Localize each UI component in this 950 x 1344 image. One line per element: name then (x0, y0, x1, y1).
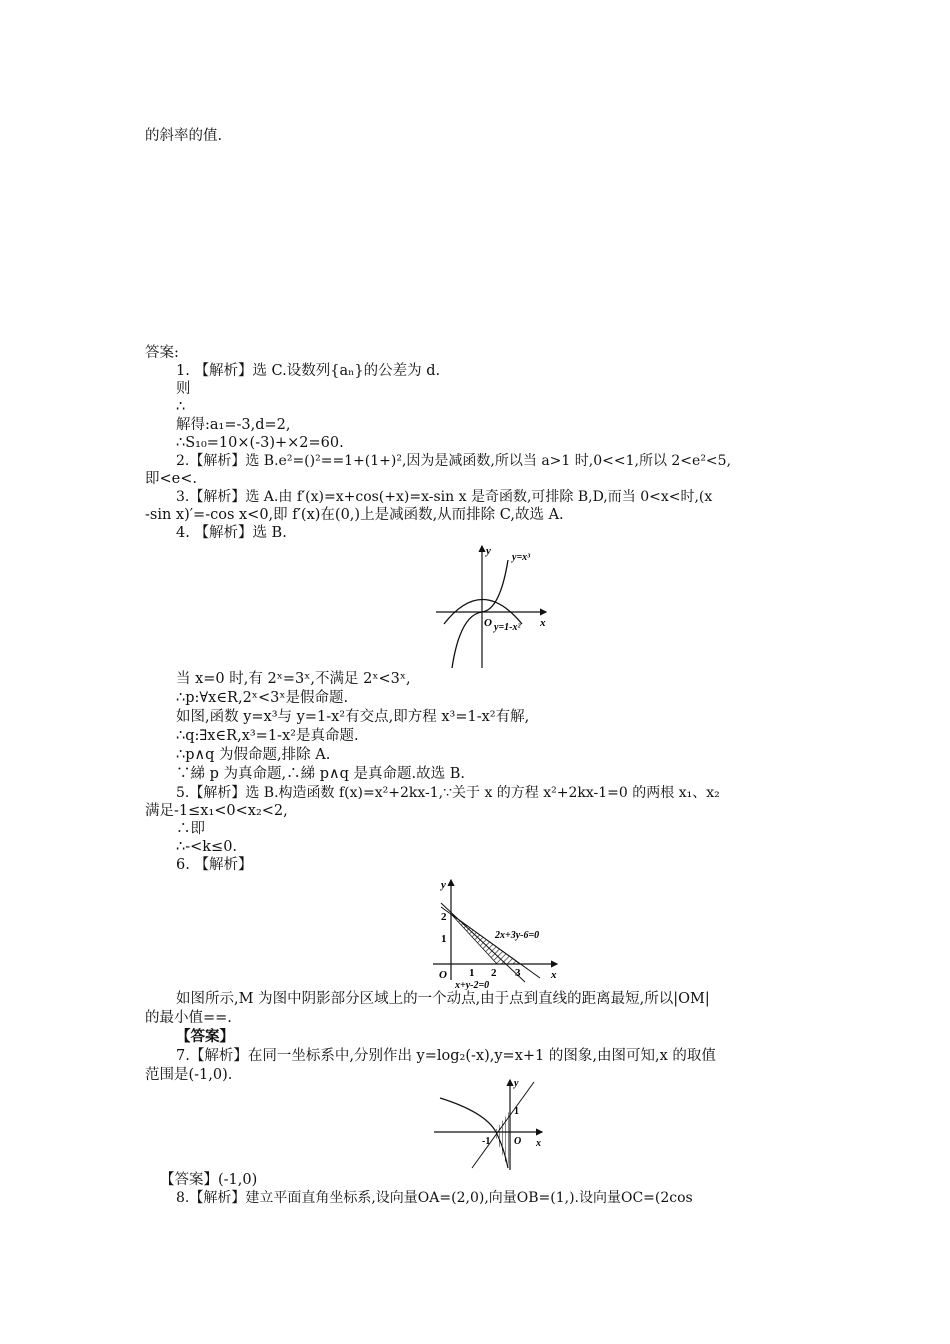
text-line-21: ∴-<k≤0. (176, 839, 238, 855)
text-line-29: 8.【解析】建立平面直角坐标系,设向量OA=(2,0),向量OB=(1,).设向量OC=(2cos (176, 1190, 693, 1206)
figure-cubic-parabola (430, 540, 560, 670)
text-line-9: 3.【解析】选 A.由 f′(x)=x+cos(+x)=x-sin x 是奇函数,可排除 B,D,而当 0<x<时,(x (176, 489, 713, 505)
text-line-6: ∴S₁₀=10×(-3)+×2=60. (176, 435, 344, 451)
fig6-line1-label: 2x+3y-6=0 (495, 930, 540, 941)
text-line-26: 7.【解析】在同一坐标系中,分别作出 y=log₂(-x),y=x+1 的图象,由图可知,x 的取值 (176, 1048, 716, 1064)
text-line-17: ∵綈 p 为真命题,∴綈 p∧q 是真命题.故选 B. (176, 766, 465, 782)
text-line-14: 如图,函数 y=x³与 y=1-x²有交点,即方程 x³=1-x²有解, (176, 709, 530, 725)
fig7-origin-label: O (514, 1136, 522, 1147)
text-line-15: ∴q:∃x∈R,x³=1-x²是真命题. (176, 728, 359, 744)
fig4-y-label: y (486, 545, 491, 557)
fig4-parabola-label: y=1-x² (494, 622, 521, 633)
fig6-origin-label: O (439, 969, 447, 981)
fig7-y-label: y (514, 1078, 519, 1089)
text-line-18: 5.【解析】选 B.构造函数 f(x)=x²+2kx-1,∵关于 x 的方程 x²+2kx-1=0 的两根 x₁、x₂ (176, 785, 720, 801)
text-line-24: 的最小值==. (145, 1010, 232, 1026)
fig6-x-label: x (551, 969, 557, 981)
text-line-5: 解得:a₁=-3,d=2, (176, 417, 291, 433)
fig6-tick-x3: 3 (515, 967, 521, 979)
text-line-10: -sin x)′=-cos x<0,即 f′(x)在(0,)上是减函数,从而排除 C,故选 A. (145, 507, 564, 523)
fig6-tick-y2: 2 (441, 911, 447, 923)
text-line-19: 满足-1≤x₁<0<x₂<2, (145, 803, 288, 819)
fig6-tick-y1: 1 (441, 933, 447, 945)
fig6-tick-x2: 2 (491, 967, 497, 979)
text-line-16: ∴p∧q 为假命题,排除 A. (176, 747, 331, 763)
text-line-27: 范围是(-1,0). (145, 1067, 233, 1083)
text-line-0: 的斜率的值. (145, 128, 223, 144)
text-line-22: 6. 【解析】 (176, 857, 253, 873)
text-line-1: 答案: (145, 345, 179, 361)
text-line-25: 【答案】 (176, 1028, 234, 1045)
text-line-4: ∴ (176, 399, 186, 415)
fig6-line2-label: x+y-2=0 (455, 980, 490, 990)
fig4-cubic-label: y=x³ (512, 552, 531, 563)
fig7-x-label: x (536, 1138, 541, 1149)
text-line-13: ∴p:∀x∈R,2ˣ<3ˣ是假命题. (176, 690, 349, 706)
text-line-2: 1. 【解析】选 C.设数列{aₙ}的公差为 d. (176, 363, 441, 379)
fig6-tick-x1: 1 (469, 967, 475, 979)
fig7-tick-minus1: -1 (482, 1136, 491, 1147)
text-line-20: ∴即 (176, 821, 205, 837)
text-line-23: 如图所示,M 为图中阴影部分区域上的一个动点,由于点到直线的距离最短,所以|OM| (176, 991, 710, 1007)
text-line-3: 则 (176, 381, 191, 397)
figure-log-line (430, 1076, 552, 1172)
text-line-7: 2.【解析】选 B.e²=()²==1+(1+)²,因为是减函数,所以当 a>1 时,0<<1,所以 2<e²<5, (176, 453, 732, 469)
text-line-8: 即<e<. (145, 471, 197, 487)
fig4-x-label: x (540, 617, 546, 629)
fig4-origin-label: O (484, 617, 492, 629)
text-line-11: 4. 【解析】选 B. (176, 525, 287, 541)
text-line-12: 当 x=0 时,有 2ˣ=3ˣ,不满足 2ˣ<3ˣ, (176, 671, 411, 687)
fig7-tick-1: 1 (514, 1106, 519, 1117)
text-line-28: 【答案】(-1,0) (160, 1172, 258, 1188)
figure-linear-region (425, 876, 565, 990)
fig6-y-label: y (441, 879, 446, 891)
